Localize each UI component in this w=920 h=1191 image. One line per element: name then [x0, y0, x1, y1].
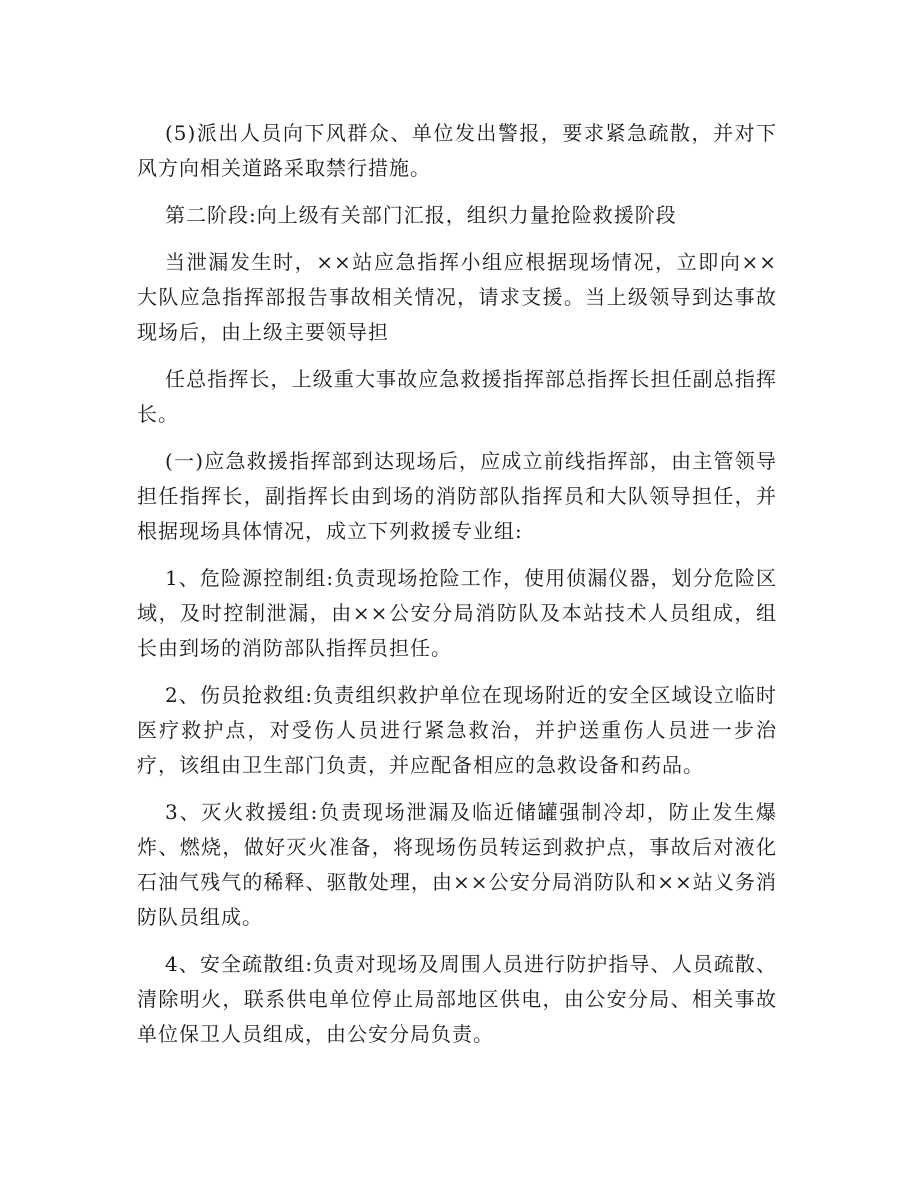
paragraph-commander-assignment: 任总指挥长，上级重大事故应急救援指挥部总指挥长担任副总指挥长。 — [137, 367, 777, 426]
paragraph-front-command: (一)应急救援指挥部到达现场后，应成立前线指挥部，由主管领导担任指挥长，副指挥长由到场的消防部队指挥员和大队领导担任，并根据现场具体情况，成立下列救援专业组: — [137, 449, 777, 543]
paragraph-rescue-group: 2、伤员抢救组:负责组织救护单位在现场附近的安全区域设立临时医疗救护点，对受伤人员进行紧急救治，并护送重伤人员进一步治疗，该组由卫生部门负责，并应配备相应的急救设备和药品。 — [137, 683, 777, 777]
paragraph-firefighting-group: 3、灭火救援组:负责现场泄漏及临近储罐强制冷却，防止发生爆炸、燃烧，做好灭火准备，将现场伤员转运到救护点，事故后对液化石油气残气的稀释、驱散处理，由××公安分局消防队和××站义务消防队员组成。 — [137, 800, 777, 929]
document-body — [137, 116, 777, 1064]
paragraph-hazard-control-group: 1、危险源控制组:负责现场抢险工作，使用侦漏仪器，划分危险区域，及时控制泄漏，由××公安分局消防队及本站技术人员组成，组长由到场的消防部队指挥员担任。 — [137, 566, 777, 660]
paragraph-warning-evacuation: (5)派出人员向下风群众、单位发出警报，要求紧急疏散，并对下风方向相关道路采取禁行措施。 — [137, 121, 777, 180]
paragraph-stage-two-heading: 第二阶段:向上级有关部门汇报，组织力量抢险救援阶段 — [165, 203, 677, 227]
paragraph-evacuation-group: 4、安全疏散组:负责对现场及周围人员进行防护指导、人员疏散、清除明火，联系供电单位停止局部地区供电，由公安分局、相关事故单位保卫人员组成，由公安分局负责。 — [137, 952, 777, 1046]
paragraph-leak-report: 当泄漏发生时，××站应急指挥小组应根据现场情况，立即向××大队应急指挥部报告事故相关情况，请求支援。当上级领导到达事故现场后，由上级主要领导担 — [137, 250, 777, 344]
